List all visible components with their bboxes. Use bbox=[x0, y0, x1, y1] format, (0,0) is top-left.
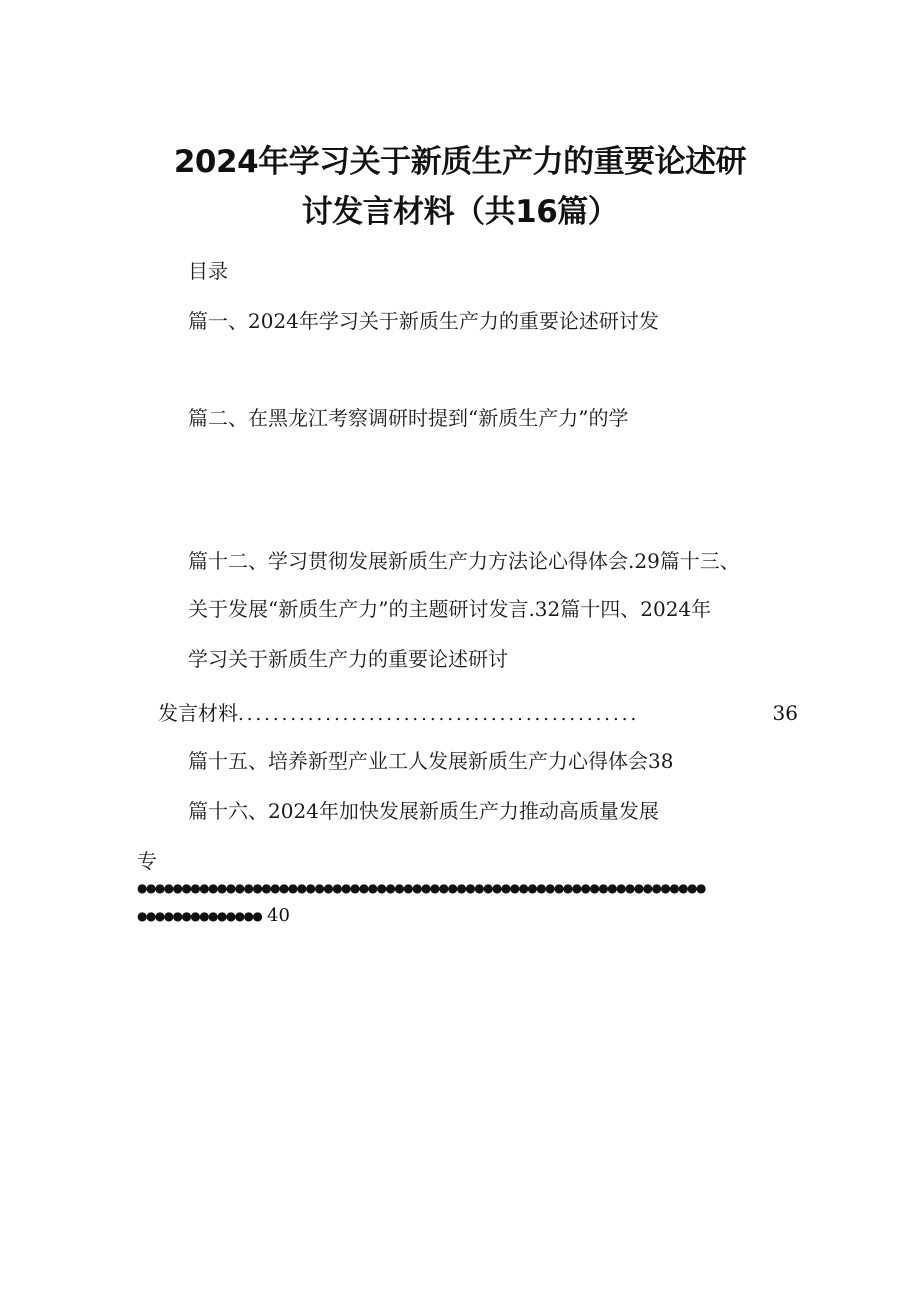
toc-leader-bullets-line2: ●●●●●●●●●●●●●● bbox=[137, 909, 262, 923]
toc-heading: 目录 bbox=[188, 259, 228, 283]
toc-leader-bullets-line2-row bbox=[137, 906, 290, 926]
toc-entry-12-line3[interactable]: 学习关于新质生产力的重要论述研讨 bbox=[188, 647, 508, 671]
document-title-line2: 讨发言材料（共16篇） bbox=[301, 194, 619, 230]
document-title-line1: 2024年学习关于新质生产力的重要论述研 bbox=[173, 144, 747, 180]
toc-entry-14-tail-text: 发言材料 bbox=[158, 701, 238, 725]
toc-entry-16-tail[interactable]: 专 bbox=[137, 849, 157, 873]
toc-entry-1[interactable]: 篇一、2024年学习关于新质生产力的重要论述研讨发 bbox=[188, 309, 659, 333]
toc-page-number: 36 bbox=[772, 701, 798, 725]
toc-page-number: 40 bbox=[267, 905, 290, 926]
toc-entry-15[interactable]: 篇十五、培养新型产业工人发展新质生产力心得体会38 bbox=[188, 749, 674, 773]
toc-leader-dots: .............................................. bbox=[238, 704, 640, 725]
toc-entry-14-tail[interactable] bbox=[158, 700, 798, 726]
toc-entry-12-line2[interactable]: 关于发展“新质生产力”的主题研讨发言.32篇十四、2024年 bbox=[188, 597, 712, 621]
toc-entry-2[interactable]: 篇二、在黑龙江考察调研时提到“新质生产力”的学 bbox=[188, 406, 629, 430]
toc-entry-16[interactable]: 篇十六、2024年加快发展新质生产力推动高质量发展 bbox=[188, 799, 659, 823]
toc-entry-12-line1[interactable]: 篇十二、学习贯彻发展新质生产力方法论心得体会.29篇十三、 bbox=[188, 549, 740, 573]
toc-leader-bullets-line1: ●●●●●●●●●●●●●●●●●●●●●●●●●●●●●●●●●●●●●●●●●●●●●●●●●●●●●●●●●●●●●●●● bbox=[137, 881, 705, 895]
